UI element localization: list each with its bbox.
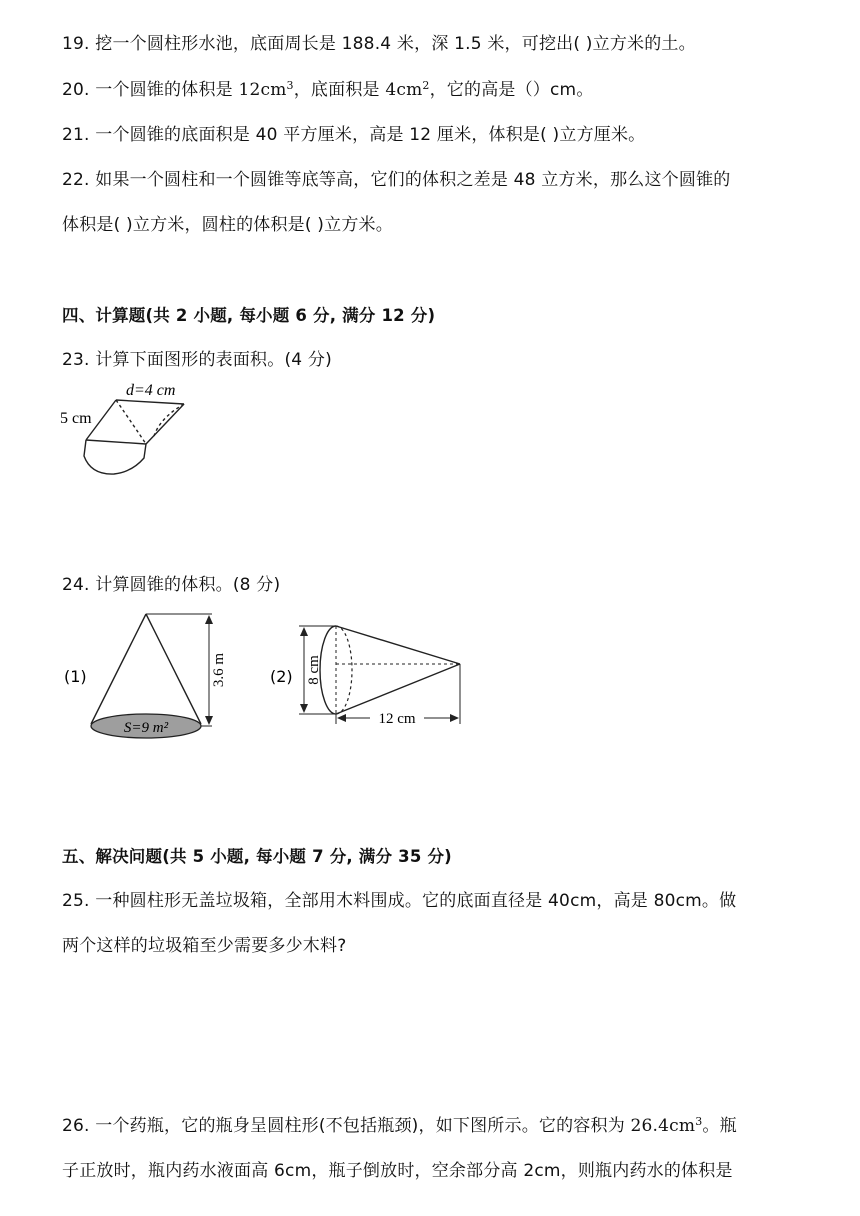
question-22-line2: 体积是( )立方米，圆柱的体积是( )立方米。: [62, 215, 393, 235]
question-22-line1: 22. 如果一个圆柱和一个圆锥等底等高，它们的体积之差是 48 立方米，那么这个圆锥的: [62, 170, 731, 190]
fig24-2-length-label: 12 cm: [378, 711, 416, 727]
fig24-1-height-label: 3.6 m: [211, 652, 227, 688]
fig23-d-label: d=4 cm: [126, 382, 176, 399]
question-20: 20. 一个圆锥的体积是 $12cm^3$，底面积是 $4cm^2$，它的高是（）cm。: [62, 79, 594, 100]
question-23: 23. 计算下面图形的表面积。(4 分): [62, 350, 332, 370]
half-cylinder-figure: [56, 378, 206, 478]
fig24-2-diameter-label: 8 cm: [306, 655, 322, 685]
fig24-1-base-label: S=9 m²: [123, 720, 169, 736]
question-25-line1: 25. 一种圆柱形无盖垃圾箱，全部用木料围成。它的底面直径是 40cm，高是 80cm。做: [62, 891, 737, 911]
question-26-line2: 子正放时，瓶内药水液面高 6cm，瓶子倒放时，空余部分高 2cm，则瓶内药水的体积是: [62, 1161, 733, 1181]
question-25-line2: 两个这样的垃圾箱至少需要多少木料?: [62, 936, 347, 956]
question-26-line1: 26. 一个药瓶，它的瓶身呈圆柱形(不包括瓶颈)，如下图所示。它的容积为 $26.4cm^3$。瓶: [62, 1115, 737, 1136]
fig23-length-label: 5 cm: [60, 410, 92, 427]
section-4-heading: 四、计算题(共 2 小题, 每小题 6 分, 满分 12 分): [62, 306, 436, 325]
cone-figure-2: [268, 618, 468, 728]
question-21: 21. 一个圆锥的底面积是 40 平方厘米，高是 12 厘米，体积是( )立方厘米。: [62, 125, 646, 145]
fig24-2-number: (2): [270, 667, 293, 686]
section-5-heading: 五、解决问题(共 5 小题, 每小题 7 分, 满分 35 分): [62, 847, 452, 866]
cone-figure-1: [60, 608, 240, 743]
fig24-1-number: (1): [64, 667, 87, 686]
question-19: 19. 挖一个圆柱形水池，底面周长是 188.4 米，深 1.5 米，可挖出( )立方米的土。: [62, 34, 696, 54]
question-24: 24. 计算圆锥的体积。(8 分): [62, 575, 281, 595]
